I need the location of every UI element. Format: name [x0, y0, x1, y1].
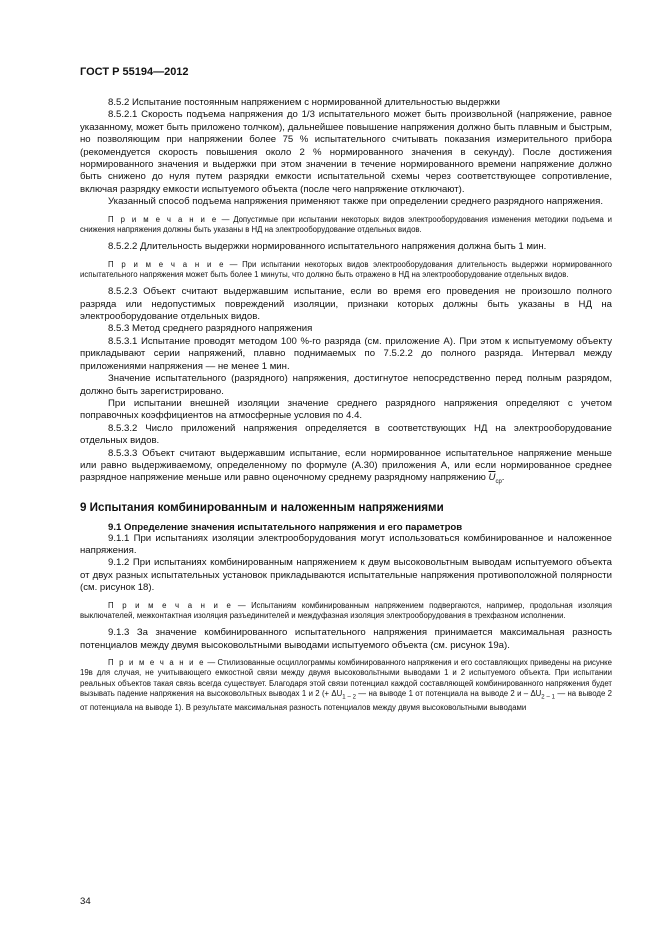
paragraph-end: .	[501, 472, 505, 484]
paragraph-8-5-2-3: 8.5.2.3 Объект считают выдержавшим испытание, если во время его проведения не произошло полного разряда или недопустимых повреждений изоляции, признаки которых должны быть указаны в НД на электрооборудование отдельных видов.	[80, 286, 612, 323]
mean-voltage-subscript: ср	[495, 479, 502, 486]
note-label: П р и м е ч а н и е	[108, 214, 218, 224]
delta-u-subscript-2: 2 – 1	[541, 694, 555, 701]
paragraph-8-5-2: 8.5.2 Испытание постоянным напряжением с нормированной длительностью выдержки	[108, 97, 500, 108]
note-text: — При испытании некоторых видов электрооборудования длительность выдержки нормированного испытательного напряжения может быть более 1 минуты, что должно быть отражено в НД на электрооборудование отдельных видов.	[80, 259, 612, 279]
document-header: ГОСТ Р 55194—2012	[80, 66, 189, 78]
subsection-9-1-heading: 9.1 Определение значения испытательного напряжения и его параметров	[108, 521, 463, 533]
paragraph-external-insulation: При испытании внешней изоляции значение среднего разрядного напряжения определяют с учетом поправочных коэффициентов на атмосферные условия по 4.4.	[80, 397, 612, 422]
note-text-c: — на выводе 2 от потенциала на выводе 1). В результате максимальная разность потенциалов между двумя высоковольтными выводами	[80, 688, 612, 712]
note-2	[80, 260, 612, 281]
note-label: П р и м е ч а н и е	[108, 259, 226, 269]
paragraph-8-5-2-1: 8.5.2.1 Скорость подъема напряжения до 1/3 испытательного может быть произвольной (напряжение, равное указанному, может быть приложено толчком), дальнейшее повышение напряжения должно быть плавным и быстрым, но позволяющим при напряжении более 75 % испытательного считывать показания измерительного прибора (рекомендуется скорость повышения около 2 % нормированного значения в секунду). После достижения нормированного значения и выдержки при этом значении в течение нормированного времени напряжение должно быть снижено до нуля путем разрядки емкости испытательной схемы через соответствующее сопротивление, включая разрядку емкости испытуемого объекта (после чего напряжение отключают).	[80, 109, 612, 195]
paragraph-9-1-3: 9.1.3 За значение комбинированного испытательного напряжения принимается максимальная разность потенциалов между двумя высоковольтными выводами испытуемого объекта (см. рисунок 19а).	[80, 627, 612, 651]
paragraph-8-5-3-1: 8.5.3.1 Испытание проводят методом 100 %-го разряда (см. приложение А). При этом к испытуемому объекту прикладывают серии напряжений, плавно поднимаемых по 7.5.2.2 до полного разряда. Интервал между приложениями напряжения — не менее 1 мин.	[80, 335, 612, 372]
note-text-a: — Стилизованные осциллограммы комбинированного напряжения и его составляющих приведены на рисунке 19в для случая, не учитывающего емкостной связи между двумя высоковольтными выводами 1 и 2 испытуемого объекта. При испытании реальных объектов такая связь всегда существует. Благодаря этой связи потенциал каждой составляющей комбинированного напряжения будет вызывать падение напряжения на высоковольтных выводах 1 и 2 (+ ΔU	[80, 658, 612, 698]
paragraph-voltage-method: Указанный способ подъема напряжения применяют также при определении среднего разрядного напряжения.	[108, 196, 604, 208]
note-label: П р и м е ч а н и е	[108, 600, 233, 610]
document-body	[80, 97, 612, 719]
note-label: П р и м е ч а н и е	[108, 658, 206, 668]
note-text: — Испытаниям комбинированным напряжением подвергаются, например, продольная изоляция выключателей, межконтактная изоляция разъединителей и междуфазная изоляция электрооборудования в трехфазном исполнении.	[80, 600, 612, 620]
paragraph-test-voltage: Значение испытательного (разрядного) напряжения, достигнутое непосредственно перед полным разрядом, должно быть зарегистрировано.	[80, 373, 612, 397]
paragraph-text: 8.5.3.3 Объект считают выдержавшим испытание, если нормированное испытательное напряжение меньше или равно выдерживаемому, определенному по формуле (А.30) приложения А, или если нормированное среднее разрядное напряжение меньше или равно оценочному среднему разрядному напряжению	[80, 447, 612, 484]
delta-u-subscript-1: 1 – 2	[342, 694, 356, 701]
paragraph-8-5-3-3	[80, 448, 612, 489]
paragraph-8-5-3-2: 8.5.3.2 Число приложений напряжения определяется в соответствующих НД на электрооборудование отдельных видов.	[80, 422, 612, 447]
page-number: 34	[80, 896, 91, 907]
note-text-b: — на выводе 1 от потенциала на выводе 2 и – ΔU	[355, 688, 542, 698]
note-1	[80, 215, 612, 236]
note-text: — Допустимые при испытании некоторых видов электрооборудования изменения методики подъема и снижения напряжения должны быть указаны в НД на электрооборудование отдельных видов.	[80, 214, 612, 234]
paragraph-9-1-2: 9.1.2 При испытаниях комбинированным напряжением к двум высоковольтным выводам испытуемого объекта от двух разных испытательных установок прикладываются испытательные напряжения противоположной полярности (см. рисунок 18).	[80, 557, 612, 594]
paragraph-9-1-1: 9.1.1 При испытаниях изоляции электрооборудования могут использоваться комбинированное и наложенное напряжения.	[80, 532, 612, 557]
note-3	[80, 601, 612, 622]
paragraph-8-5-3: 8.5.3 Метод среднего разрядного напряжения	[108, 323, 313, 335]
section-9-heading: 9 Испытания комбинированным и наложенным напряжениями	[80, 500, 444, 514]
paragraph-8-5-2-2: 8.5.2.2 Длительность выдержки нормированного испытательного напряжения должна быть 1 мин.	[108, 241, 547, 253]
mean-voltage-symbol: $\overline{U}$	[488, 472, 496, 484]
note-4	[80, 658, 612, 713]
